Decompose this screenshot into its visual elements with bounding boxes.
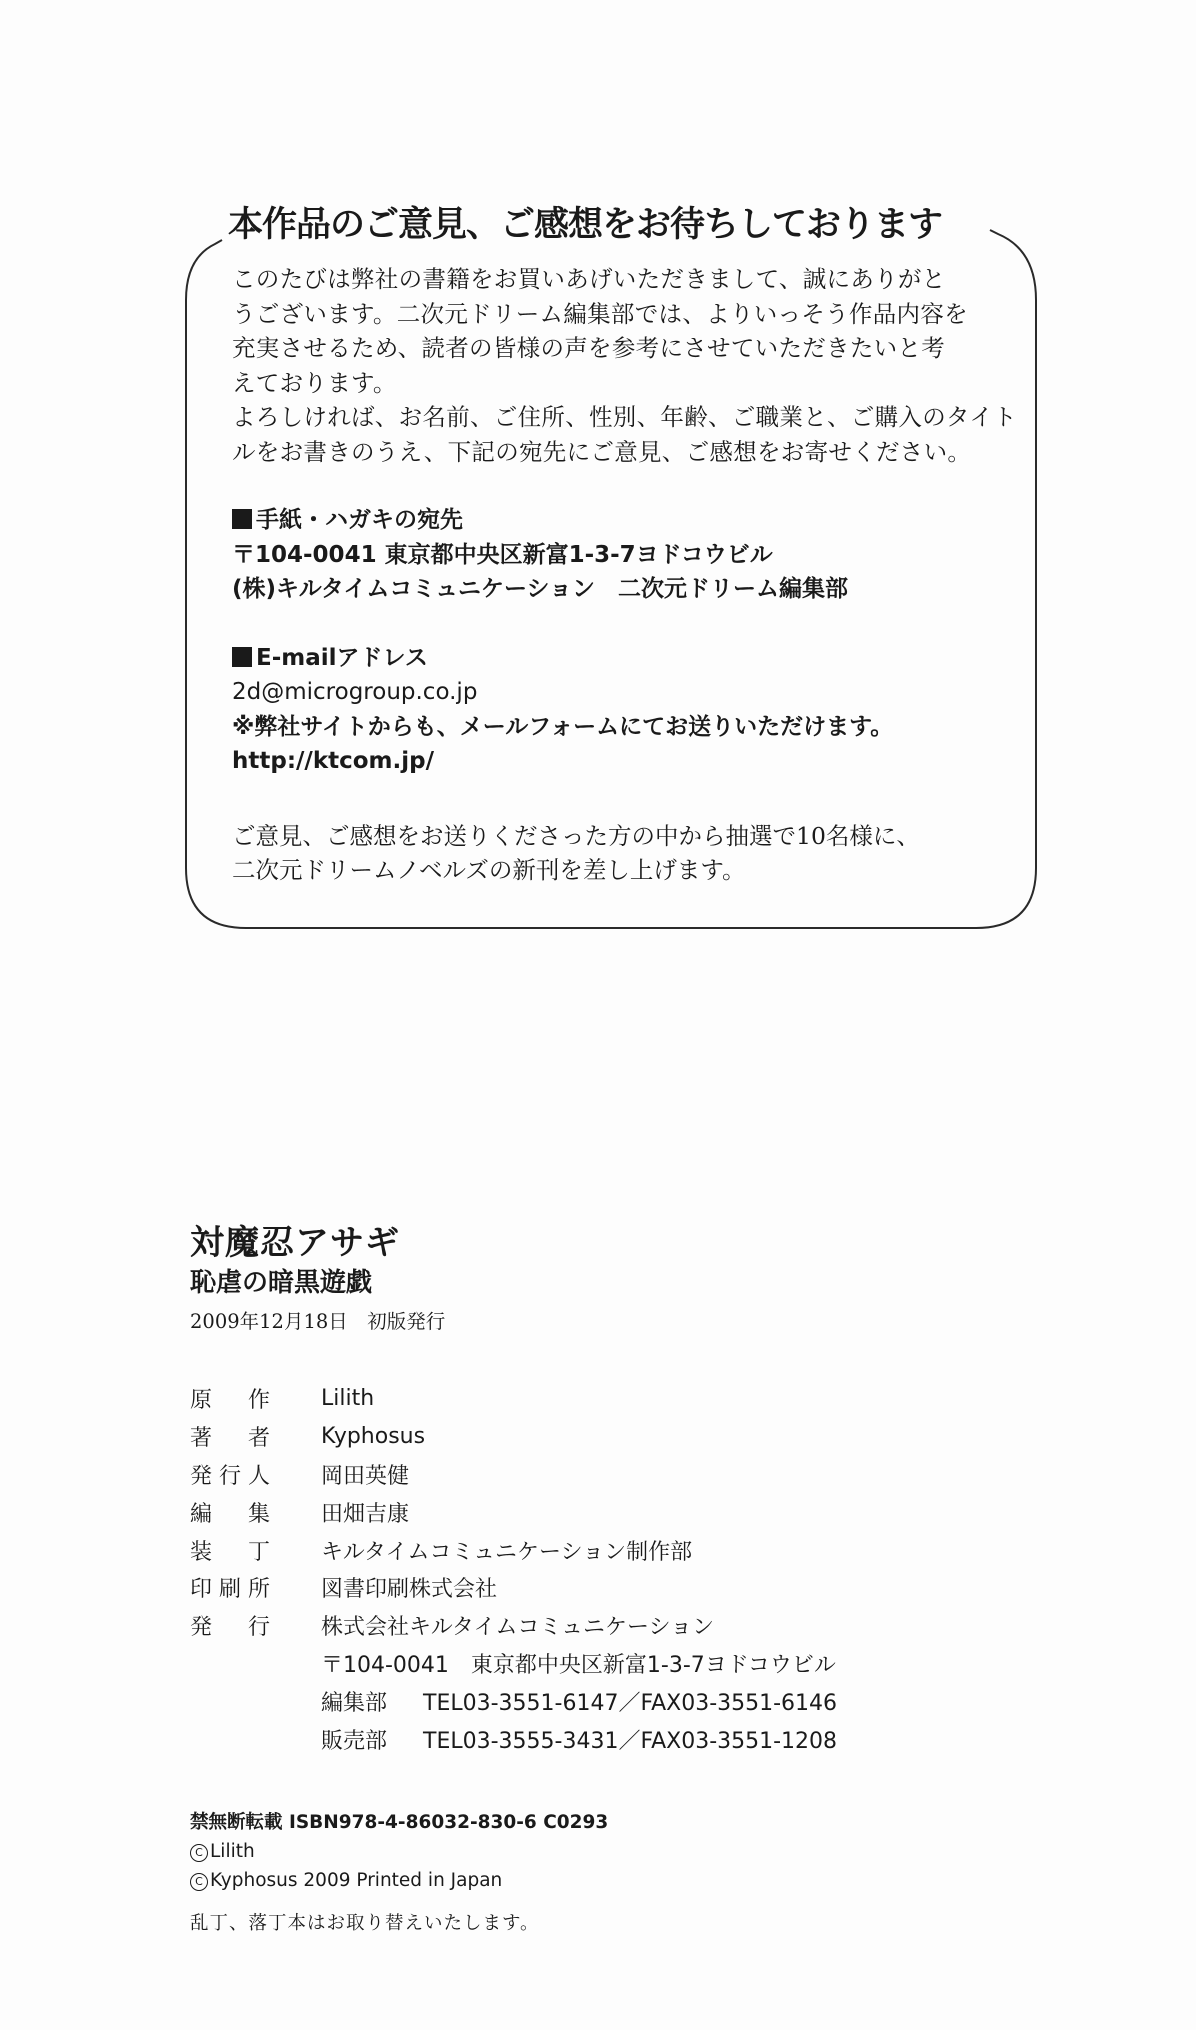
publisher-address-text: 〒104-0041 東京都中央区新富1-3-7ヨドコウビル bbox=[321, 1652, 836, 1678]
copyright-line bbox=[190, 1866, 608, 1895]
copyright-icon: C bbox=[190, 1873, 208, 1891]
website-link[interactable]: http://ktcom.jp/ bbox=[232, 748, 435, 774]
intro-line: よろしければ、お名前、ご住所、性別、年齢、ご職業と、ご購入のタイト bbox=[232, 403, 1017, 431]
credit-row bbox=[190, 1493, 1010, 1531]
square-bullet-icon bbox=[232, 509, 252, 529]
feedback-box-body bbox=[232, 262, 1022, 911]
lottery-paragraph bbox=[232, 819, 1022, 888]
publication-date: 2009年12月18日 初版発行 bbox=[190, 1310, 446, 1333]
webform-note: ※弊社サイトからも、メールフォームにてお送りいただけます。 bbox=[232, 713, 894, 740]
intro-line: うございます。二次元ドリーム編集部では、よりいっそう作品内容を bbox=[232, 299, 968, 328]
intro-line: ルをお書きのうえ、下記の宛先にご意見、ご感想をお寄せください。 bbox=[232, 437, 972, 466]
credit-row bbox=[190, 1607, 1010, 1645]
mail-section-title-text: 手紙・ハガキの宛先 bbox=[256, 507, 463, 533]
credit-value: 田畑吉康 bbox=[321, 1501, 410, 1527]
legal-block bbox=[190, 1808, 608, 1895]
mail-section-title bbox=[232, 503, 1022, 538]
credit-value: キルタイムコミュニケーション制作部 bbox=[321, 1539, 693, 1565]
credit-row bbox=[190, 1456, 1010, 1494]
contact-row bbox=[190, 1682, 1010, 1720]
copyright-icon: C bbox=[190, 1844, 208, 1862]
contact-dept: 販売部 bbox=[321, 1728, 388, 1754]
copyright-text: Lilith bbox=[210, 1841, 255, 1862]
credits-list bbox=[190, 1380, 1010, 1758]
email-address[interactable]: 2d@microgroup.co.jp bbox=[232, 679, 478, 705]
isbn-line: 禁無断転載 ISBN978-4-86032-830-6 C0293 bbox=[190, 1812, 609, 1833]
credit-row bbox=[190, 1418, 1010, 1456]
intro-line: えております。 bbox=[232, 368, 397, 397]
credit-value: Kyphosus bbox=[321, 1424, 426, 1450]
email-section-title bbox=[232, 641, 1022, 676]
contact-phone: TEL03-3555-3431／FAX03-3551-1208 bbox=[423, 1728, 838, 1754]
lottery-line: 二次元ドリームノベルズの新刊を差し上げます。 bbox=[232, 856, 746, 884]
intro-paragraph bbox=[232, 262, 1022, 469]
credit-value: 株式会社キルタイムコミュニケーション bbox=[321, 1615, 715, 1641]
email-section bbox=[232, 641, 1022, 779]
contact-dept: 編集部 bbox=[321, 1690, 388, 1716]
intro-line: このたびは弊社の書籍をお買いあげいただきまして、誠にありがと bbox=[232, 265, 946, 293]
lottery-line: ご意見、ご感想をお送りくださった方の中から抽選で10名様に、 bbox=[232, 821, 920, 850]
book-subtitle: 恥虐の暗黒遊戯 bbox=[190, 1268, 373, 1298]
square-bullet-icon bbox=[232, 647, 252, 667]
credit-role: 原作 bbox=[190, 1388, 270, 1414]
credit-role: 装丁 bbox=[190, 1539, 270, 1565]
credit-role: 編集 bbox=[190, 1501, 270, 1527]
credit-row bbox=[190, 1380, 1010, 1418]
feedback-heading: 本作品のご意見、ご感想をお待ちしております bbox=[228, 198, 988, 252]
copyright-text: Kyphosus 2009 Printed in Japan bbox=[210, 1870, 503, 1891]
credit-value: 岡田英健 bbox=[321, 1463, 410, 1489]
credit-row bbox=[190, 1531, 1010, 1569]
replacement-note: 乱丁、落丁本はお取り替えいたします。 bbox=[190, 1913, 540, 1934]
copyright-line bbox=[190, 1837, 608, 1866]
email-section-title-text: E-mailアドレス bbox=[256, 644, 428, 671]
credit-value: Lilith bbox=[321, 1386, 375, 1412]
credit-role: 発行人 bbox=[190, 1463, 270, 1489]
publisher-address bbox=[190, 1645, 1010, 1683]
book-title: 対魔忍アサギ bbox=[190, 1223, 400, 1263]
credit-role: 著者 bbox=[190, 1426, 270, 1452]
credit-value: 図書印刷株式会社 bbox=[321, 1577, 498, 1603]
credit-role: 印刷所 bbox=[190, 1577, 270, 1603]
intro-line: 充実させるため、読者の皆様の声を参考にさせていただきたいと考 bbox=[232, 334, 946, 362]
credit-role: 発行 bbox=[190, 1615, 270, 1641]
mail-recipient: (株)キルタイムコミュニケーション 二次元ドリーム編集部 bbox=[232, 576, 849, 602]
mail-postal-address: 〒104-0041 東京都中央区新富1-3-7ヨドコウビル bbox=[232, 541, 773, 568]
contact-row bbox=[190, 1720, 1010, 1758]
mail-address-section bbox=[232, 503, 1022, 607]
credit-row bbox=[190, 1569, 1010, 1607]
contact-phone: TEL03-3551-6147／FAX03-3551-6146 bbox=[423, 1690, 838, 1716]
